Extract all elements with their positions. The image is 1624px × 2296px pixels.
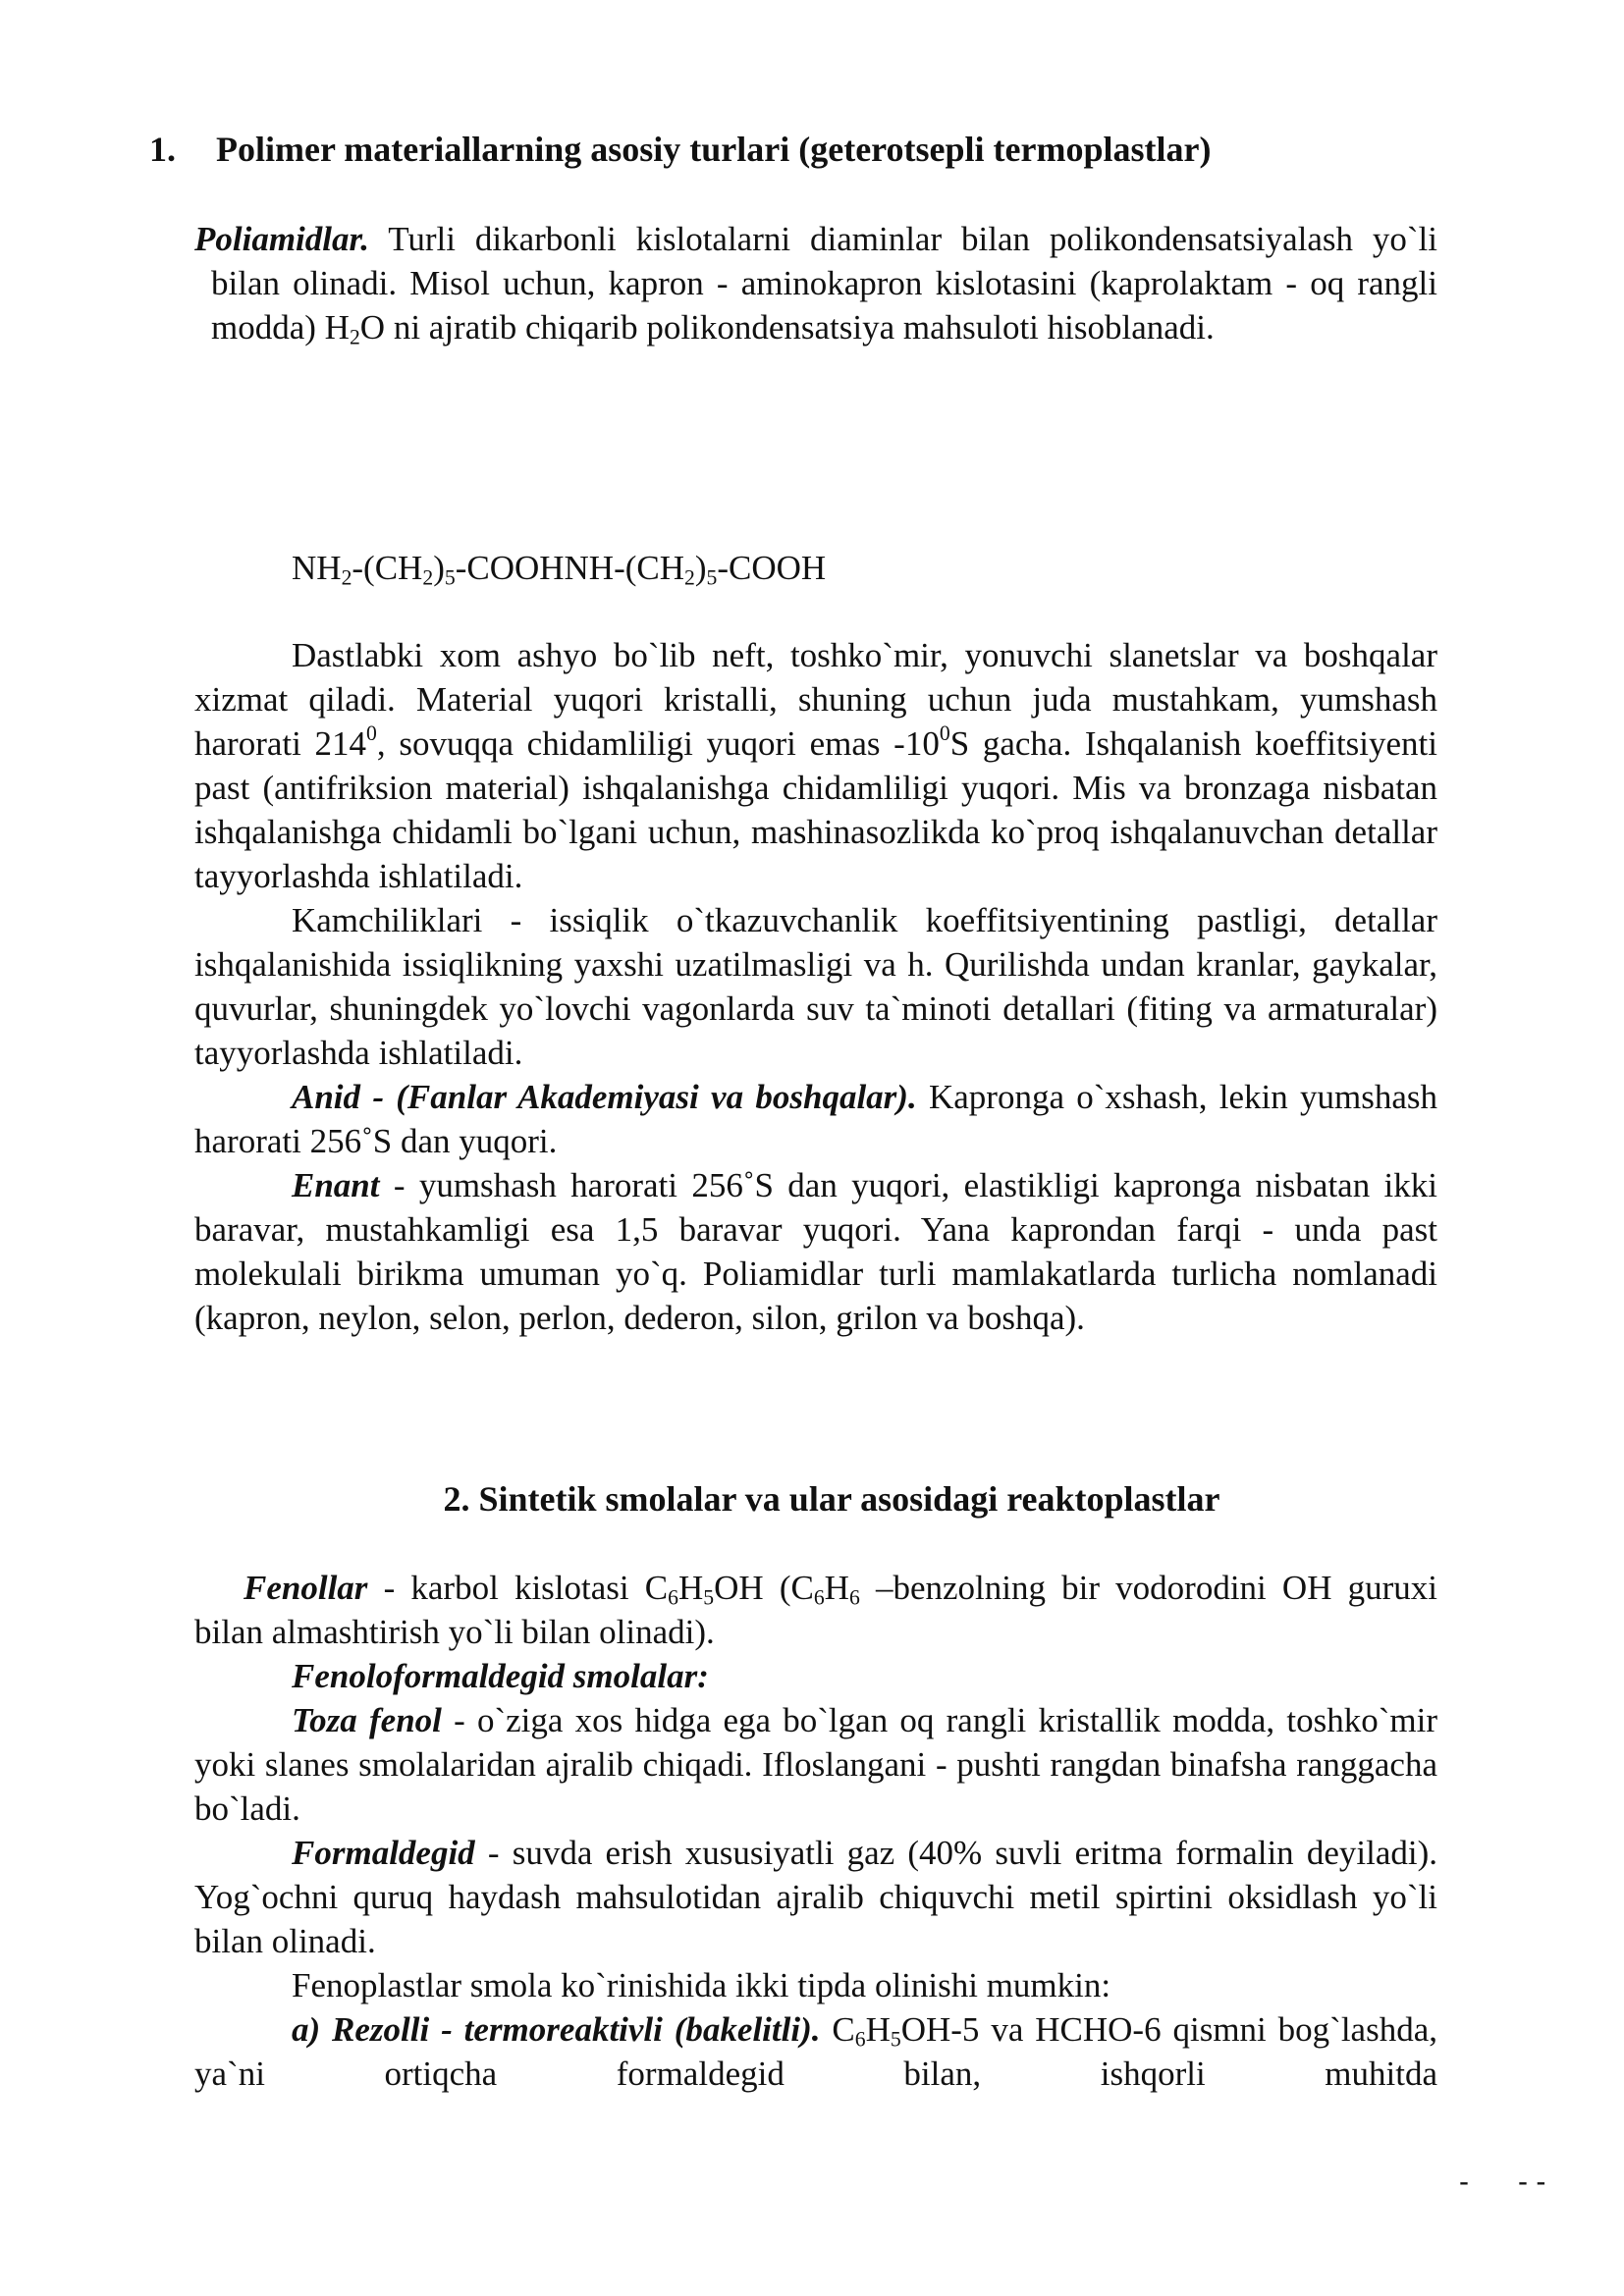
text-run: OH (C: [714, 1569, 814, 1607]
subscript: 6: [668, 1585, 678, 1610]
resols-lead: a) Rezolli - termoreaktivli (bakelitli).: [292, 2010, 821, 2049]
footer-marks: - - -: [1459, 2165, 1546, 2198]
phenol-formaldehyde-heading: [194, 1654, 1437, 1698]
formula-part: ): [694, 549, 707, 587]
polyamide-formula: [292, 546, 826, 590]
body-text-1: [194, 633, 1437, 1340]
section-1-number: 1.: [149, 130, 176, 169]
subscript: 6: [848, 1585, 860, 1610]
phenoplasts-paragraph: Fenoplastlar smola ko`rinishida ikki tipda olinishi mumkin:: [292, 1966, 1111, 2004]
formula-sub: 5: [706, 565, 718, 590]
anid-text: Kapronga o`xshash, lekin yumshash harorati 256˚S dan yuqori.: [194, 1078, 1437, 1160]
subscript: 6: [854, 2027, 866, 2052]
subscript: 5: [703, 1585, 715, 1610]
text-run: OH-5 va HCHO-6 qismni bog`lashda, ya`ni ortiqcha formaldegid bilan, ishqorli muhitda: [194, 2010, 1437, 2093]
formaldehyde-text: - suvda erish xususiyatli gaz (40% suvli eritma formalin deyiladi). Yog`ochni quruq haydash mahsulotidan ajralib chiquvchi metil spirtini oksidlash yo`li bilan olinadi.: [194, 1834, 1437, 1960]
enant-paragraph: [194, 1163, 1437, 1340]
formula-part: ): [433, 549, 445, 587]
polyamides-text-b: O ni ajratib chiqarib polikondensatsiya mahsuloti hisoblanadi.: [359, 308, 1215, 347]
text-run: H: [865, 2010, 891, 2049]
formula-sub: 2: [422, 565, 434, 590]
pure-phenol-paragraph: [194, 1698, 1437, 1831]
raw-material-paragraph: [194, 633, 1437, 898]
pure-phenol-text: - o`ziga xos hidga ega bo`lgan oq rangli kristallik modda, toshko`mir yoki slanes smolalaridan ajralib chiqadi. Ifloslangani - pushti rangdan binafsha ranggacha bo`ladi.: [194, 1701, 1437, 1828]
formula-part: NH: [292, 549, 342, 587]
text-run: - karbol kislotasi C: [367, 1569, 669, 1607]
formula-part: -COOHNH-(CH: [455, 549, 684, 587]
polyamides-paragraph: [194, 217, 1437, 349]
formula-part: -COOH: [717, 549, 827, 587]
section-1-title: Polimer materiallarning asosiy turlari (geterotsepli termoplastlar): [216, 130, 1212, 169]
text-run: –benzolning bir vodorodini OH guruxi bilan almashtirish yo`li bilan olinadi).: [194, 1569, 1438, 1651]
polyamides-sub: 2: [349, 325, 360, 349]
formula-part: -(CH: [352, 549, 423, 587]
superscript: 0: [939, 721, 950, 745]
pf-lead: Fenoloformaldegid smolalar:: [292, 1657, 709, 1695]
enant-lead: Enant: [292, 1166, 380, 1204]
text-run: H: [824, 1569, 849, 1607]
subscript: 5: [890, 2027, 901, 2052]
formula-sub: 5: [444, 565, 456, 590]
text-run: C: [820, 2010, 855, 2049]
drawbacks-paragraph: Kamchiliklari - issiqlik o`tkazuvchanlik koeffitsiyentining pastligi, detallar ishqalanishida issiqlikning yaxshi uzatilmasligi va h. Qurilishda undan kranlar, gaykalar, quvurlar, shuningdek yo`lovchi vagonlarda suv ta`minoti detallari (fiting va armaturalar) tayyorlashda ishlatiladi.: [194, 901, 1437, 1072]
body-text-2: [194, 1654, 1437, 2096]
section-1-heading: [149, 128, 1211, 171]
anid-paragraph: [194, 1075, 1437, 1163]
subscript: 6: [813, 1585, 825, 1610]
text-run: S gacha. Ishqalanish koeffitsiyenti past (antifriksion material) ishqalanishga chidamliligi yuqori. Mis va bronzaga nisbatan ishqalanishga chidamli bo`lgani uchun, mashinasozlikda ko`proq ishqalanuvchan detallar tayyorlashda ishlatiladi.: [194, 724, 1437, 895]
text-run: H: [677, 1569, 704, 1607]
enant-text: - yumshash harorati 256˚S dan yuqori, elastikligi kapronga nisbatan ikki baravar, mustahkamligi esa 1,5 baravar yuqori. Yana kaprondan farqi - unda past molekulali birikma umuman yo`q. Poliamidlar turli mamlakatlarda turlicha nomlanadi (kapron, neylon, selon, perlon, dederon, silon, grilon va boshqa).: [194, 1166, 1437, 1337]
polyamides-text-a: Turli dikarbonli kislotalarni diaminlar bilan polikondensatsiyalash yo`li bilan olinadi. Misol uchun, kapron - aminokapron kislotasini (kaprolaktam - oq rangli modda) H: [211, 220, 1437, 347]
formula-sub: 2: [684, 565, 695, 590]
section-2-title: 2. Sintetik smolalar va ular asosidagi reaktoplastlar: [443, 1479, 1220, 1519]
phenols-lead: Fenollar: [244, 1569, 368, 1607]
formula-sub: 2: [341, 565, 352, 590]
phenols-block: [194, 1566, 1438, 1654]
anid-lead: Anid - (Fanlar Akademiyasi va boshqalar).: [292, 1078, 917, 1116]
pure-phenol-lead: Toza fenol: [292, 1701, 442, 1739]
formaldehyde-paragraph: [194, 1831, 1437, 1963]
resols-paragraph: [194, 2007, 1437, 2096]
text-run: , sovuqqa chidamliligi yuqori emas -10: [376, 724, 940, 763]
polyamides-lead: Poliamidlar.: [194, 220, 369, 258]
superscript: 0: [366, 721, 377, 745]
text-run: Dastlabki xom ashyo bo`lib neft, toshko`mir, yonuvchi slanetslar va boshqalar xizmat qiladi. Material yuqori kristalli, shuning uchun juda mustahkam, yumshash harorati 214: [194, 636, 1437, 763]
formaldehyde-lead: Formaldegid: [292, 1834, 475, 1872]
section-2-heading: [0, 1477, 1624, 1521]
